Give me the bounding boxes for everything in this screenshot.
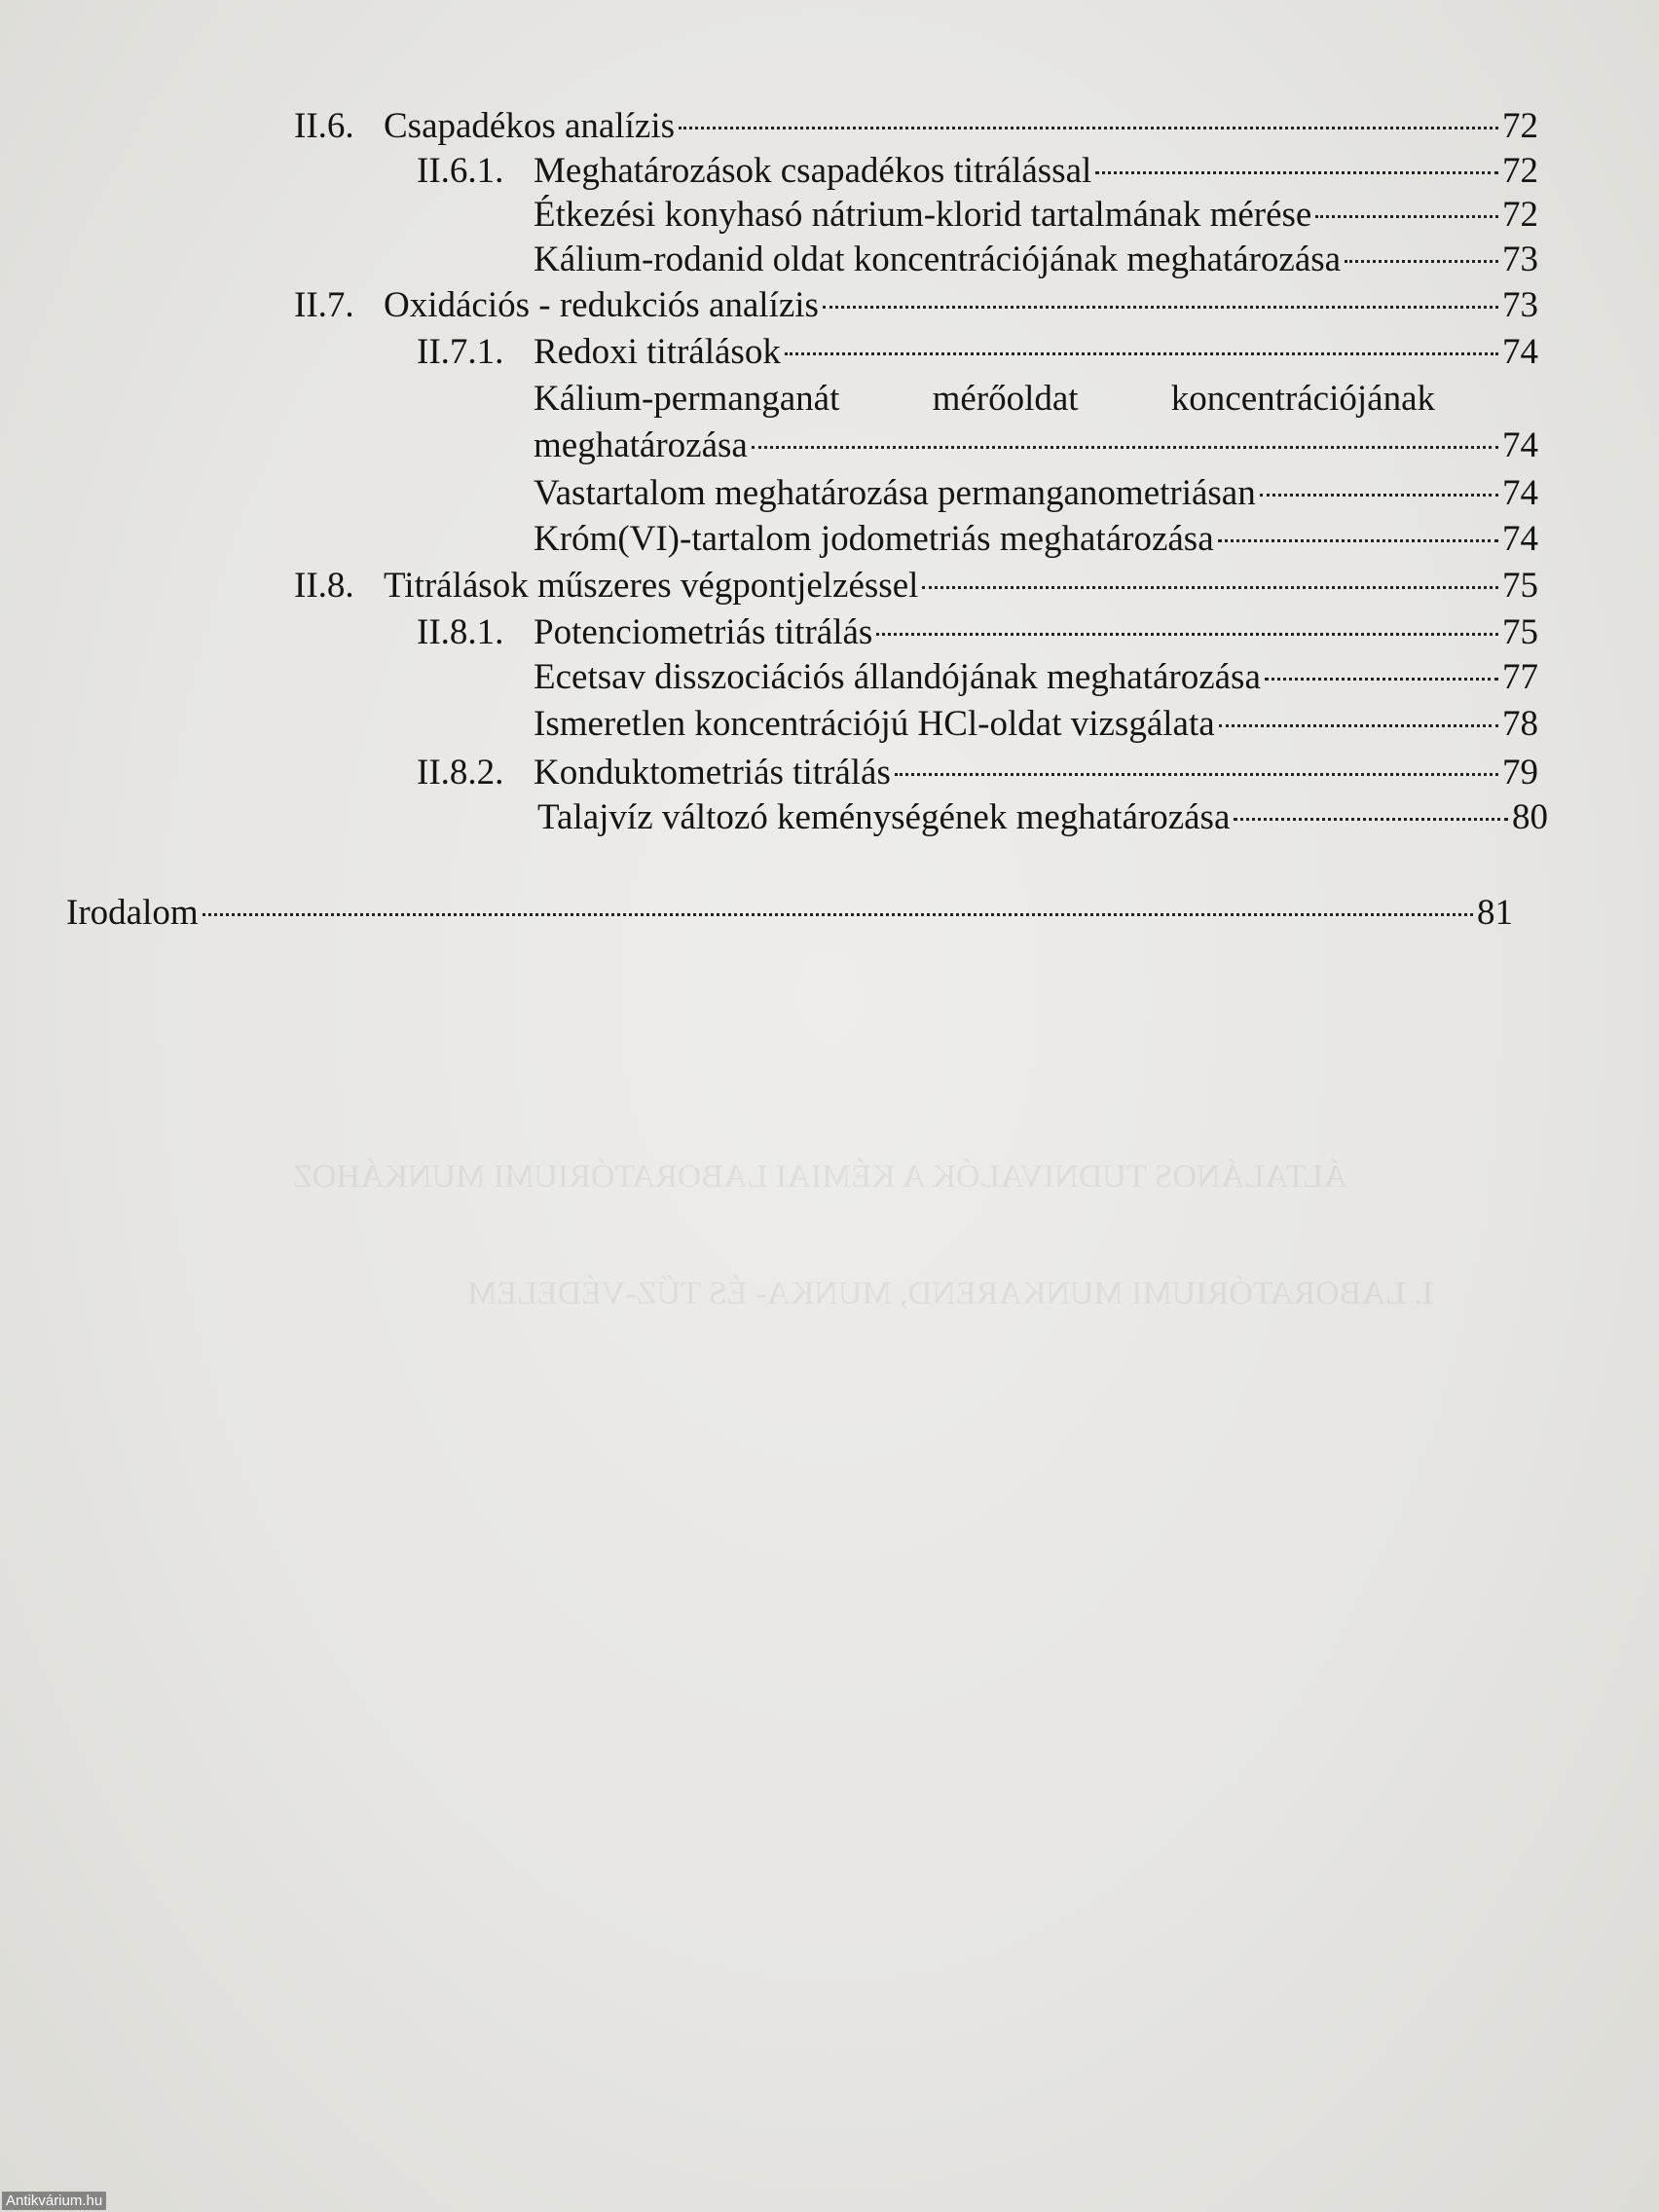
- toc-title: Vastartalom meghatározása permanganometriásan: [534, 473, 1256, 513]
- toc-section-number: II.7.1.: [417, 332, 504, 372]
- toc-page-number: 72: [1502, 195, 1538, 235]
- toc-title: Csapadékos analízis: [384, 106, 675, 146]
- toc-title: Potenciometriás titrálás: [534, 612, 873, 652]
- toc-title: Ecetsav disszociációs állandójának meghatározása: [534, 657, 1261, 697]
- toc-entry: [534, 472, 1538, 515]
- toc-entry-line1: [534, 378, 1435, 421]
- watermark: Antikvárium.hu: [2, 2192, 106, 2210]
- toc-entry: [294, 565, 1538, 608]
- toc-entry: [294, 105, 1538, 148]
- toc-page-number: 74: [1502, 473, 1538, 513]
- toc-entry: [534, 518, 1538, 561]
- dot-leader: [752, 446, 1498, 449]
- toc-title: meghatározása: [534, 425, 748, 465]
- dot-leader: [1218, 539, 1498, 542]
- toc-page-number: 72: [1502, 151, 1538, 191]
- dot-leader: [1265, 678, 1498, 681]
- toc-title: Redoxi titrálások: [534, 332, 781, 372]
- toc-page-number: 75: [1502, 612, 1538, 652]
- toc-entry: [534, 194, 1538, 237]
- toc-entry: [417, 611, 1538, 654]
- toc-title: Kálium-rodanid oldat koncentrációjának meghatározása: [534, 240, 1342, 279]
- toc-page-number: 74: [1502, 332, 1538, 372]
- toc-entry: [534, 656, 1538, 699]
- toc-page-number: 74: [1502, 425, 1538, 465]
- dot-leader: [1219, 724, 1498, 727]
- toc-page-number: 81: [1477, 893, 1513, 933]
- toc-title-word: koncentrációjának: [1170, 379, 1435, 419]
- toc-page-number: 77: [1502, 657, 1538, 697]
- toc-page-number: 73: [1502, 240, 1538, 279]
- toc-section-number: II.8.2.: [417, 753, 504, 793]
- dot-leader: [1345, 260, 1498, 263]
- dot-leader: [679, 127, 1498, 129]
- toc-title-word: Kálium-permanganát: [534, 379, 840, 419]
- dot-leader: [876, 633, 1498, 636]
- toc-section-number: II.6.1.: [417, 151, 504, 191]
- toc-title: Meghatározások csapadékos titrálással: [534, 151, 1092, 191]
- toc-entry: [417, 150, 1538, 193]
- dot-leader: [1315, 215, 1498, 218]
- toc-section-number: II.8.: [294, 566, 354, 606]
- toc-section-number: II.8.1.: [417, 612, 504, 652]
- toc-entry-bibliography: [66, 892, 1513, 935]
- toc-section-number: II.7.: [294, 285, 354, 325]
- toc-page-number: 73: [1502, 285, 1538, 325]
- toc-title-word: mérőoldat: [932, 379, 1079, 419]
- dot-leader: [785, 352, 1498, 355]
- toc-page-number: 75: [1502, 566, 1538, 606]
- toc-page-number: 72: [1502, 106, 1538, 146]
- toc-entry: [294, 284, 1538, 327]
- toc-entry: [417, 752, 1538, 794]
- toc-title: Talajvíz változó keménységének meghatározása: [537, 797, 1231, 837]
- toc-title: Króm(VI)-tartalom jodometriás meghatározása: [534, 519, 1214, 559]
- dot-leader: [1260, 494, 1498, 497]
- toc-entry: [534, 703, 1538, 746]
- toc-title: Étkezési konyhasó nátrium-klorid tartalmának mérése: [534, 195, 1312, 235]
- dot-leader: [823, 306, 1498, 309]
- toc-title: Ismeretlen koncentrációjú HCl-oldat vizsgálata: [534, 704, 1215, 744]
- dot-leader: [203, 913, 1473, 916]
- toc-page-number: 74: [1502, 519, 1538, 559]
- toc-page-number: 79: [1502, 753, 1538, 793]
- toc-entry: [534, 424, 1538, 467]
- toc-entry: [537, 796, 1548, 839]
- dot-leader: [1095, 171, 1498, 174]
- toc-entry: [534, 239, 1538, 281]
- toc-section-number: II.6.: [294, 106, 354, 146]
- toc-page-number: 80: [1512, 797, 1548, 837]
- toc-title: Irodalom: [66, 893, 199, 933]
- toc-entry: [417, 331, 1538, 374]
- toc-title: Konduktometriás titrálás: [534, 753, 891, 793]
- dot-leader: [1234, 818, 1508, 821]
- toc-title: Oxidációs - redukciós analízis: [384, 285, 819, 325]
- dot-leader: [895, 773, 1498, 776]
- book-page: ÁLTALÁNOS TUDNIVALÓK A KÉMIAI LABORATÓRIUMI MUNKÁHOZ I. LABORATÓRIUMI MUNKAREND, MUNKA- ÉS TŰZ-VÉDELEM II.6. Csapadékos analízis 72 II.6.1. Meghatározások csapadékos titrálással 72 Étkezési konyhasó nátrium-klorid tartalmának mérése 72 Kálium-rodanid oldat koncentrációjának meghatározása 73 II.7. Oxidációs - redukciós analízis 73 II.7.1. Redoxi titrálások 74 Kálium-permanganát mérőoldat koncentrációjának meghatározása 74 Vastartalom meghatározása permanganometriásan 74 Króm(VI)-tartalom jodometriás meghatározása 74 II.8. Titrálások műszeres végpontjelzéssel 75 II.8.1. Potenciometriás titrálás 75 Ecetsav disszociációs állandójának meghatározása 77 Ismeretlen koncentrációjú HCl-oldat vizsgálata 78 II.8.2. Konduktometriás titrálás 79 Talajvíz változó keménységének meghatározása 80 Irodalom 81 Antikvárium.hu: [0, 0, 1659, 2212]
- toc-page-number: 78: [1502, 704, 1538, 744]
- dot-leader: [922, 586, 1498, 589]
- toc-title: Titrálások műszeres végpontjelzéssel: [384, 566, 919, 606]
